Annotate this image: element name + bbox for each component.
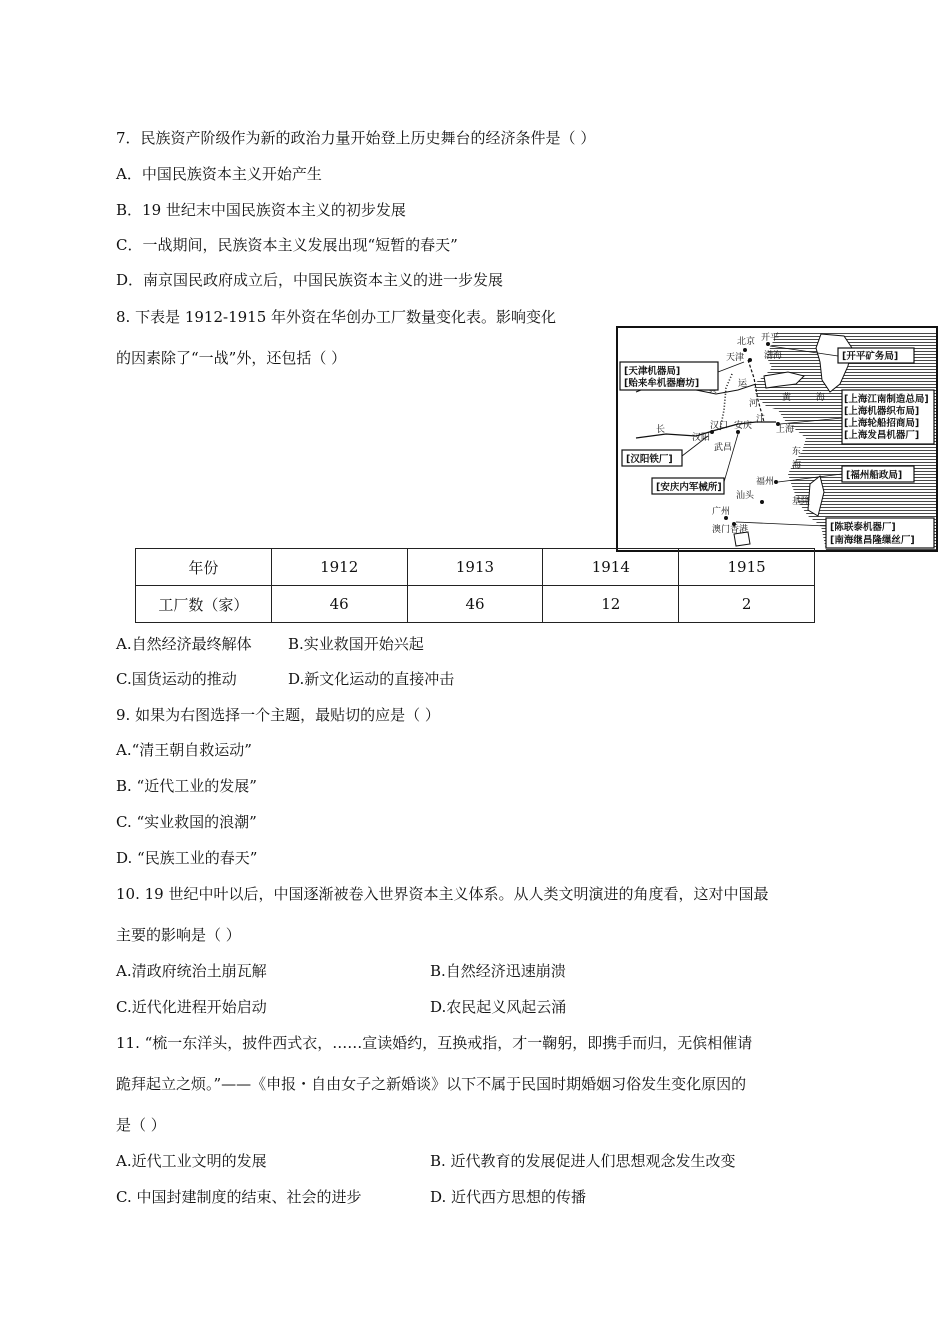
q7-option-d[interactable]: D．南京国民政府成立后，中国民族资本主义的进一步发展 bbox=[116, 271, 504, 289]
box-fuzhou-navy: [福州船政局] bbox=[846, 470, 903, 481]
q9-stem: 9. 如果为右图选择一个主题，最贴切的应是（ ） bbox=[116, 706, 440, 724]
q7-stem: 7．民族资产阶级作为新的政治力量开始登上历史舞台的经济条件是（ ） bbox=[116, 129, 596, 147]
q11-option-d[interactable]: D. 近代西方思想的传播 bbox=[430, 1188, 587, 1206]
label-anqing: 安庆 bbox=[734, 421, 753, 431]
q10-option-a[interactable]: A.清政府统治土崩瓦解 bbox=[116, 962, 267, 980]
label-kaiping: 开平 bbox=[761, 333, 780, 343]
table-cell: 1914 bbox=[543, 549, 679, 586]
industry-map bbox=[616, 326, 938, 552]
box-sh-steamship: [上海轮船招商局] bbox=[844, 418, 920, 429]
q11-stem-line1: 11. “梳一东洋头，披件西式衣，……宣读婚约，互换戒指，才一鞠躬，即携手而归，无傧相催请 bbox=[116, 1034, 753, 1052]
q7-option-a[interactable]: A．中国民族资本主义开始产生 bbox=[116, 165, 322, 183]
label-tianjin: 天津 bbox=[726, 353, 745, 363]
box-sh-weaving: [上海机器织布局] bbox=[844, 406, 920, 417]
q10-stem-line1: 10. 19 世纪中叶以后，中国逐渐被卷入世界资本主义体系。从人类文明演进的角度看，这对中国最 bbox=[116, 885, 769, 903]
label-hankou: 汉口 bbox=[710, 421, 729, 431]
table-row bbox=[136, 549, 815, 586]
q8-stem-line1: 8. 下表是 1912-1915 年外资在华创办工厂数量变化表。影响变化 bbox=[116, 308, 557, 326]
label-shantou: 汕头 bbox=[736, 491, 755, 501]
q11-option-a[interactable]: A.近代工业文明的发展 bbox=[116, 1152, 267, 1170]
label-wuchang: 武昌 bbox=[714, 443, 733, 453]
label-donghai-hai: 海 bbox=[792, 461, 802, 471]
q11-option-b[interactable]: B. 近代教育的发展促进人们思想观念发生改变 bbox=[430, 1152, 736, 1170]
box-tianjin-mill: [贻来牟机器磨坊] bbox=[624, 378, 700, 389]
box-anqing-armory: [安庆内军械所] bbox=[656, 482, 722, 493]
box-sh-fachang: [上海发昌机器厂] bbox=[844, 430, 920, 441]
q8-option-a[interactable]: A.自然经济最终解体 bbox=[116, 635, 252, 653]
label-aomen: 澳门 bbox=[712, 525, 731, 535]
factory-count-table bbox=[135, 548, 815, 623]
label-yun: 运 bbox=[738, 379, 748, 389]
table-cell: 1915 bbox=[679, 549, 815, 586]
q9-option-b[interactable]: B. “近代工业的发展” bbox=[116, 777, 257, 795]
box-sh-jiangnan: [上海江南制造总局] bbox=[844, 394, 929, 405]
q11-option-c[interactable]: C. 中国封建制度的结束、社会的进步 bbox=[116, 1188, 362, 1206]
box-kaiping-mines: [开平矿务局] bbox=[842, 351, 899, 362]
table-cell: 12 bbox=[543, 586, 679, 623]
table-cell: 1913 bbox=[407, 549, 543, 586]
label-dong: 东 bbox=[792, 447, 802, 457]
q11-stem-line3: 是（ ） bbox=[116, 1116, 166, 1134]
q9-option-c[interactable]: C. “实业救国的浪潮” bbox=[116, 813, 257, 831]
q9-option-d[interactable]: D. “民族工业的春天” bbox=[116, 849, 258, 867]
q10-option-b[interactable]: B.自然经济迅速崩溃 bbox=[430, 962, 566, 980]
label-fuzhou: 福州 bbox=[756, 477, 775, 487]
q11-stem-line2: 跪拜起立之烦。”——《申报・自由女子之新婚谈》以下不属于民国时期婚姻习俗发生变化原因的 bbox=[116, 1075, 747, 1093]
label-jiang: 江 bbox=[756, 415, 766, 425]
box-hanyang-iron: [汉阳铁厂] bbox=[626, 454, 673, 465]
q9-option-a[interactable]: A.“清王朝自救运动” bbox=[116, 741, 252, 759]
q7-option-b[interactable]: B．19 世纪末中国民族资本主义的初步发展 bbox=[116, 201, 406, 219]
label-huanghai-hai: 海 bbox=[816, 393, 826, 403]
label-shanghai: 上海 bbox=[776, 425, 795, 435]
table-cell: 46 bbox=[271, 586, 407, 623]
label-hanyang: 汉阳 bbox=[692, 433, 711, 443]
label-he: 河 bbox=[749, 399, 759, 409]
label-guangzhou: 广州 bbox=[712, 507, 731, 517]
q8-option-b[interactable]: B.实业救国开始兴起 bbox=[288, 635, 424, 653]
q7-option-c[interactable]: C．一战期间，民族资本主义发展出现“短暂的春天” bbox=[116, 236, 458, 254]
q8-option-d[interactable]: D.新文化运动的直接冲击 bbox=[288, 670, 455, 688]
box-chenliantai: [陈联泰机器厂] bbox=[830, 522, 896, 533]
label-xianggang: 香港 bbox=[730, 525, 749, 535]
q10-stem-line2: 主要的影响是（ ） bbox=[116, 926, 241, 944]
q8-option-c[interactable]: C.国货运动的推动 bbox=[116, 670, 237, 688]
industry-map-figure bbox=[616, 326, 938, 552]
label-jilong: 基隆 bbox=[792, 497, 811, 507]
label-huanghai-huang: 黄 bbox=[782, 393, 792, 403]
table-cell: 工厂数（家） bbox=[136, 586, 272, 623]
label-beijing: 北京 bbox=[737, 337, 756, 347]
label-chang: 长 bbox=[656, 425, 666, 435]
q8-stem-line2: 的因素除了“一战”外，还包括（ ） bbox=[116, 349, 347, 367]
q10-option-d[interactable]: D.农民起义风起云涌 bbox=[430, 998, 567, 1016]
table-cell: 1912 bbox=[271, 549, 407, 586]
box-tianjin-arsenal: [天津机器局] bbox=[624, 366, 681, 377]
table-row bbox=[136, 586, 815, 623]
table-cell: 年份 bbox=[136, 549, 272, 586]
label-bohai: 渤海 bbox=[764, 351, 783, 361]
box-jichanglong: [南海继昌隆缫丝厂] bbox=[830, 535, 915, 546]
table-cell: 2 bbox=[679, 586, 815, 623]
table-cell: 46 bbox=[407, 586, 543, 623]
q10-option-c[interactable]: C.近代化进程开始启动 bbox=[116, 998, 267, 1016]
